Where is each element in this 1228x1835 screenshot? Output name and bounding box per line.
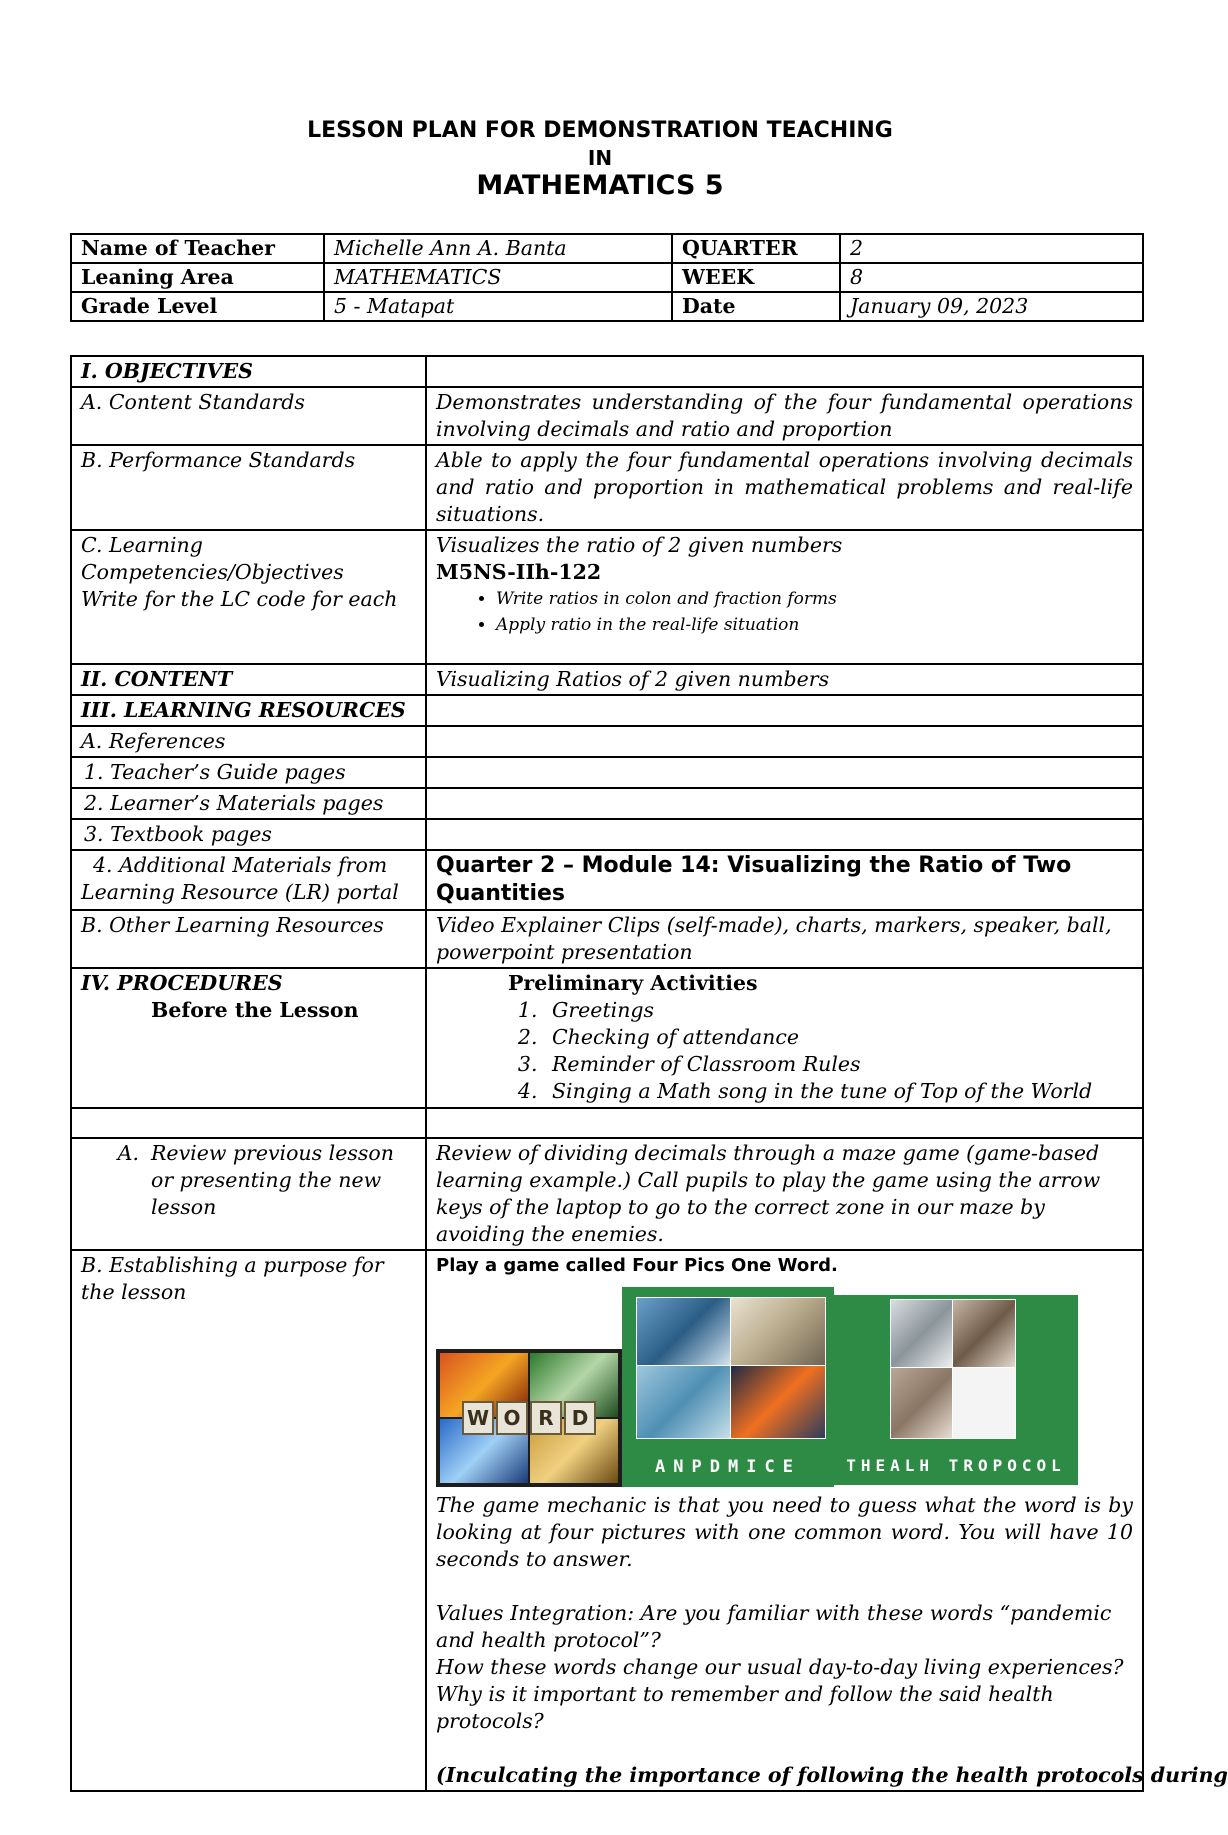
additional-materials-label-1: 4. Additional Materials from (93, 853, 388, 877)
four-pics-word-logo (436, 1349, 622, 1487)
preliminary-title: Preliminary Activities (508, 971, 758, 995)
spacer-cell (426, 1108, 1143, 1138)
performance-standards-label: B. Performance Standards (71, 445, 426, 530)
resources-label: III. LEARNING RESOURCES (71, 695, 426, 726)
teacher-label: Name of Teacher (71, 234, 324, 263)
teachers-guide-row (71, 757, 1143, 788)
values-question-2: How these words change our usual day-to-day living experiences? (436, 1655, 1124, 1679)
competencies-value (426, 530, 1143, 664)
document-title: LESSON PLAN FOR DEMONSTRATION TEACHING (307, 118, 893, 143)
review-row (71, 1138, 1143, 1250)
area-value: MATHEMATICS (324, 263, 672, 292)
learners-materials-row (71, 788, 1143, 819)
competency-bullet: • Apply ratio in the real-life situation (496, 612, 1133, 638)
quarter-value: 2 (840, 234, 1143, 263)
references-row (71, 726, 1143, 757)
content-standards-row (71, 387, 1143, 445)
content-label: II. CONTENT (71, 664, 426, 695)
objectives-label: I. OBJECTIVES (71, 356, 426, 387)
spacer-row (71, 1108, 1143, 1138)
review-label (71, 1138, 426, 1250)
objectives-row (71, 356, 1143, 387)
preliminary-activities (426, 968, 1143, 1108)
week-value: 8 (840, 263, 1143, 292)
content-standards-value: Demonstrates understanding of the four fundamental operations involving decimals and ratio and proportion (426, 387, 1143, 445)
textbook-row (71, 819, 1143, 850)
game-mechanic: The game mechanic is that you need to guess what the word is by looking at four pictures with one common word. You will have 10 seconds to answer. (436, 1493, 1133, 1571)
purpose-value (426, 1250, 1228, 1791)
performance-standards-row (71, 445, 1143, 530)
grade-label: Grade Level (71, 292, 324, 321)
week-label: WEEK (672, 263, 840, 292)
quarter-label: QUARTER (672, 234, 840, 263)
content-standards-label: A. Content Standards (71, 387, 426, 445)
content-value: Visualizing Ratios of 2 given numbers (426, 664, 1143, 695)
word-letter: R (530, 1401, 562, 1435)
competency-text: Visualizes the ratio of 2 given numbers (436, 533, 843, 557)
date-value: January 09, 2023 (840, 292, 1143, 321)
purpose-label: B. Establishing a purpose for the lesson (71, 1250, 426, 1791)
values-question-1: Values Integration: Are you familiar with these words “pandemic and health protocol”? (436, 1601, 1112, 1652)
other-resources-row (71, 910, 1143, 968)
procedures-row (71, 968, 1143, 1108)
competency-bullet: • Write ratios in colon and fraction forms (496, 586, 1133, 612)
values-question-3: Why is it important to remember and follow the said health protocols? (436, 1682, 1054, 1733)
other-resources-value: Video Explainer Clips (self-made), charts, markers, speaker, ball, powerpoint presentation (426, 910, 1143, 968)
spacer-cell (71, 1108, 426, 1138)
review-value: Review of dividing decimals through a maze game (game-based learning example.) Call pupils to play the game using the arrow keys of the laptop to go to the correct zone in our maze by avoiding the enemies. (426, 1138, 1143, 1250)
pandemic-clue: ANPDMICE (655, 1457, 801, 1477)
subject-title: MATHEMATICS 5 (476, 170, 724, 201)
competency-code: M5NS-IIh-122 (436, 560, 602, 584)
area-label: Leaning Area (71, 263, 324, 292)
preliminary-list (436, 997, 1133, 1105)
lesson-plan-table (70, 355, 1228, 1792)
preliminary-item: 2. Checking of attendance (544, 1024, 1133, 1051)
textbook-value (426, 819, 1143, 850)
document-title-in: IN (587, 146, 613, 170)
resources-row (71, 695, 1143, 726)
teachers-guide-value (426, 757, 1143, 788)
teachers-guide-label: 1. Teacher’s Guide pages (71, 757, 426, 788)
game-pictures (436, 1287, 1133, 1492)
review-label-text: Review previous lesson or presenting the new lesson (151, 1141, 394, 1219)
teacher-info-table (70, 233, 1144, 322)
references-value (426, 726, 1143, 757)
review-letter: A. (117, 1141, 139, 1165)
grade-value: 5 - Matapat (324, 292, 672, 321)
word-letter: W (462, 1401, 494, 1435)
competencies-label-3: Write for the LC code for each (81, 587, 398, 611)
purpose-row (71, 1250, 1143, 1791)
competencies-label (71, 530, 426, 664)
purpose-title: Play a game called Four Pics One Word. (436, 1255, 838, 1276)
competencies-row (71, 530, 1143, 664)
procedures-title: IV. PROCEDURES (81, 971, 283, 995)
before-lesson-label: Before the Lesson (151, 998, 359, 1022)
additional-materials-value: Quarter 2 – Module 14: Visualizing the Ratio of Two Quantities (426, 850, 1143, 910)
competencies-label-2: Competencies/Objectives (81, 560, 344, 584)
preliminary-item: 1. Greetings (544, 997, 1133, 1024)
teacher-value: Michelle Ann A. Banta (324, 234, 672, 263)
competencies-label-1: C. Learning (81, 533, 203, 557)
word-letter: D (564, 1401, 596, 1435)
learners-materials-label: 2. Learner’s Materials pages (71, 788, 426, 819)
textbook-label: 3. Textbook pages (71, 819, 426, 850)
preliminary-item: 4. Singing a Math song in the tune of Top of the World (544, 1078, 1133, 1105)
word-letters (462, 1401, 596, 1435)
pandemic-clue-picture (622, 1287, 834, 1487)
additional-materials-label (71, 850, 426, 910)
references-label: A. References (71, 726, 426, 757)
content-row (71, 664, 1143, 695)
additional-materials-label-2: Learning Resource (LR) portal (81, 880, 399, 904)
objectives-value (426, 356, 1143, 387)
date-label: Date (672, 292, 840, 321)
performance-standards-value: Able to apply the four fundamental operations involving decimals and ratio and proportion in mathematical problems and real-life situations. (426, 445, 1143, 530)
health-protocol-clue: THEALH TROPOCOL (846, 1456, 1066, 1475)
competency-bullets (436, 586, 1133, 638)
learners-materials-value (426, 788, 1143, 819)
procedures-label (71, 968, 426, 1108)
word-letter: O (496, 1401, 528, 1435)
health-protocol-clue-picture (834, 1295, 1078, 1485)
preliminary-item: 3. Reminder of Classroom Rules (544, 1051, 1133, 1078)
inculcating-note: (Inculcating the importance of following the health protocols during (436, 1763, 1228, 1787)
other-resources-label: B. Other Learning Resources (71, 910, 426, 968)
additional-materials-row (71, 850, 1143, 910)
resources-value (426, 695, 1143, 726)
